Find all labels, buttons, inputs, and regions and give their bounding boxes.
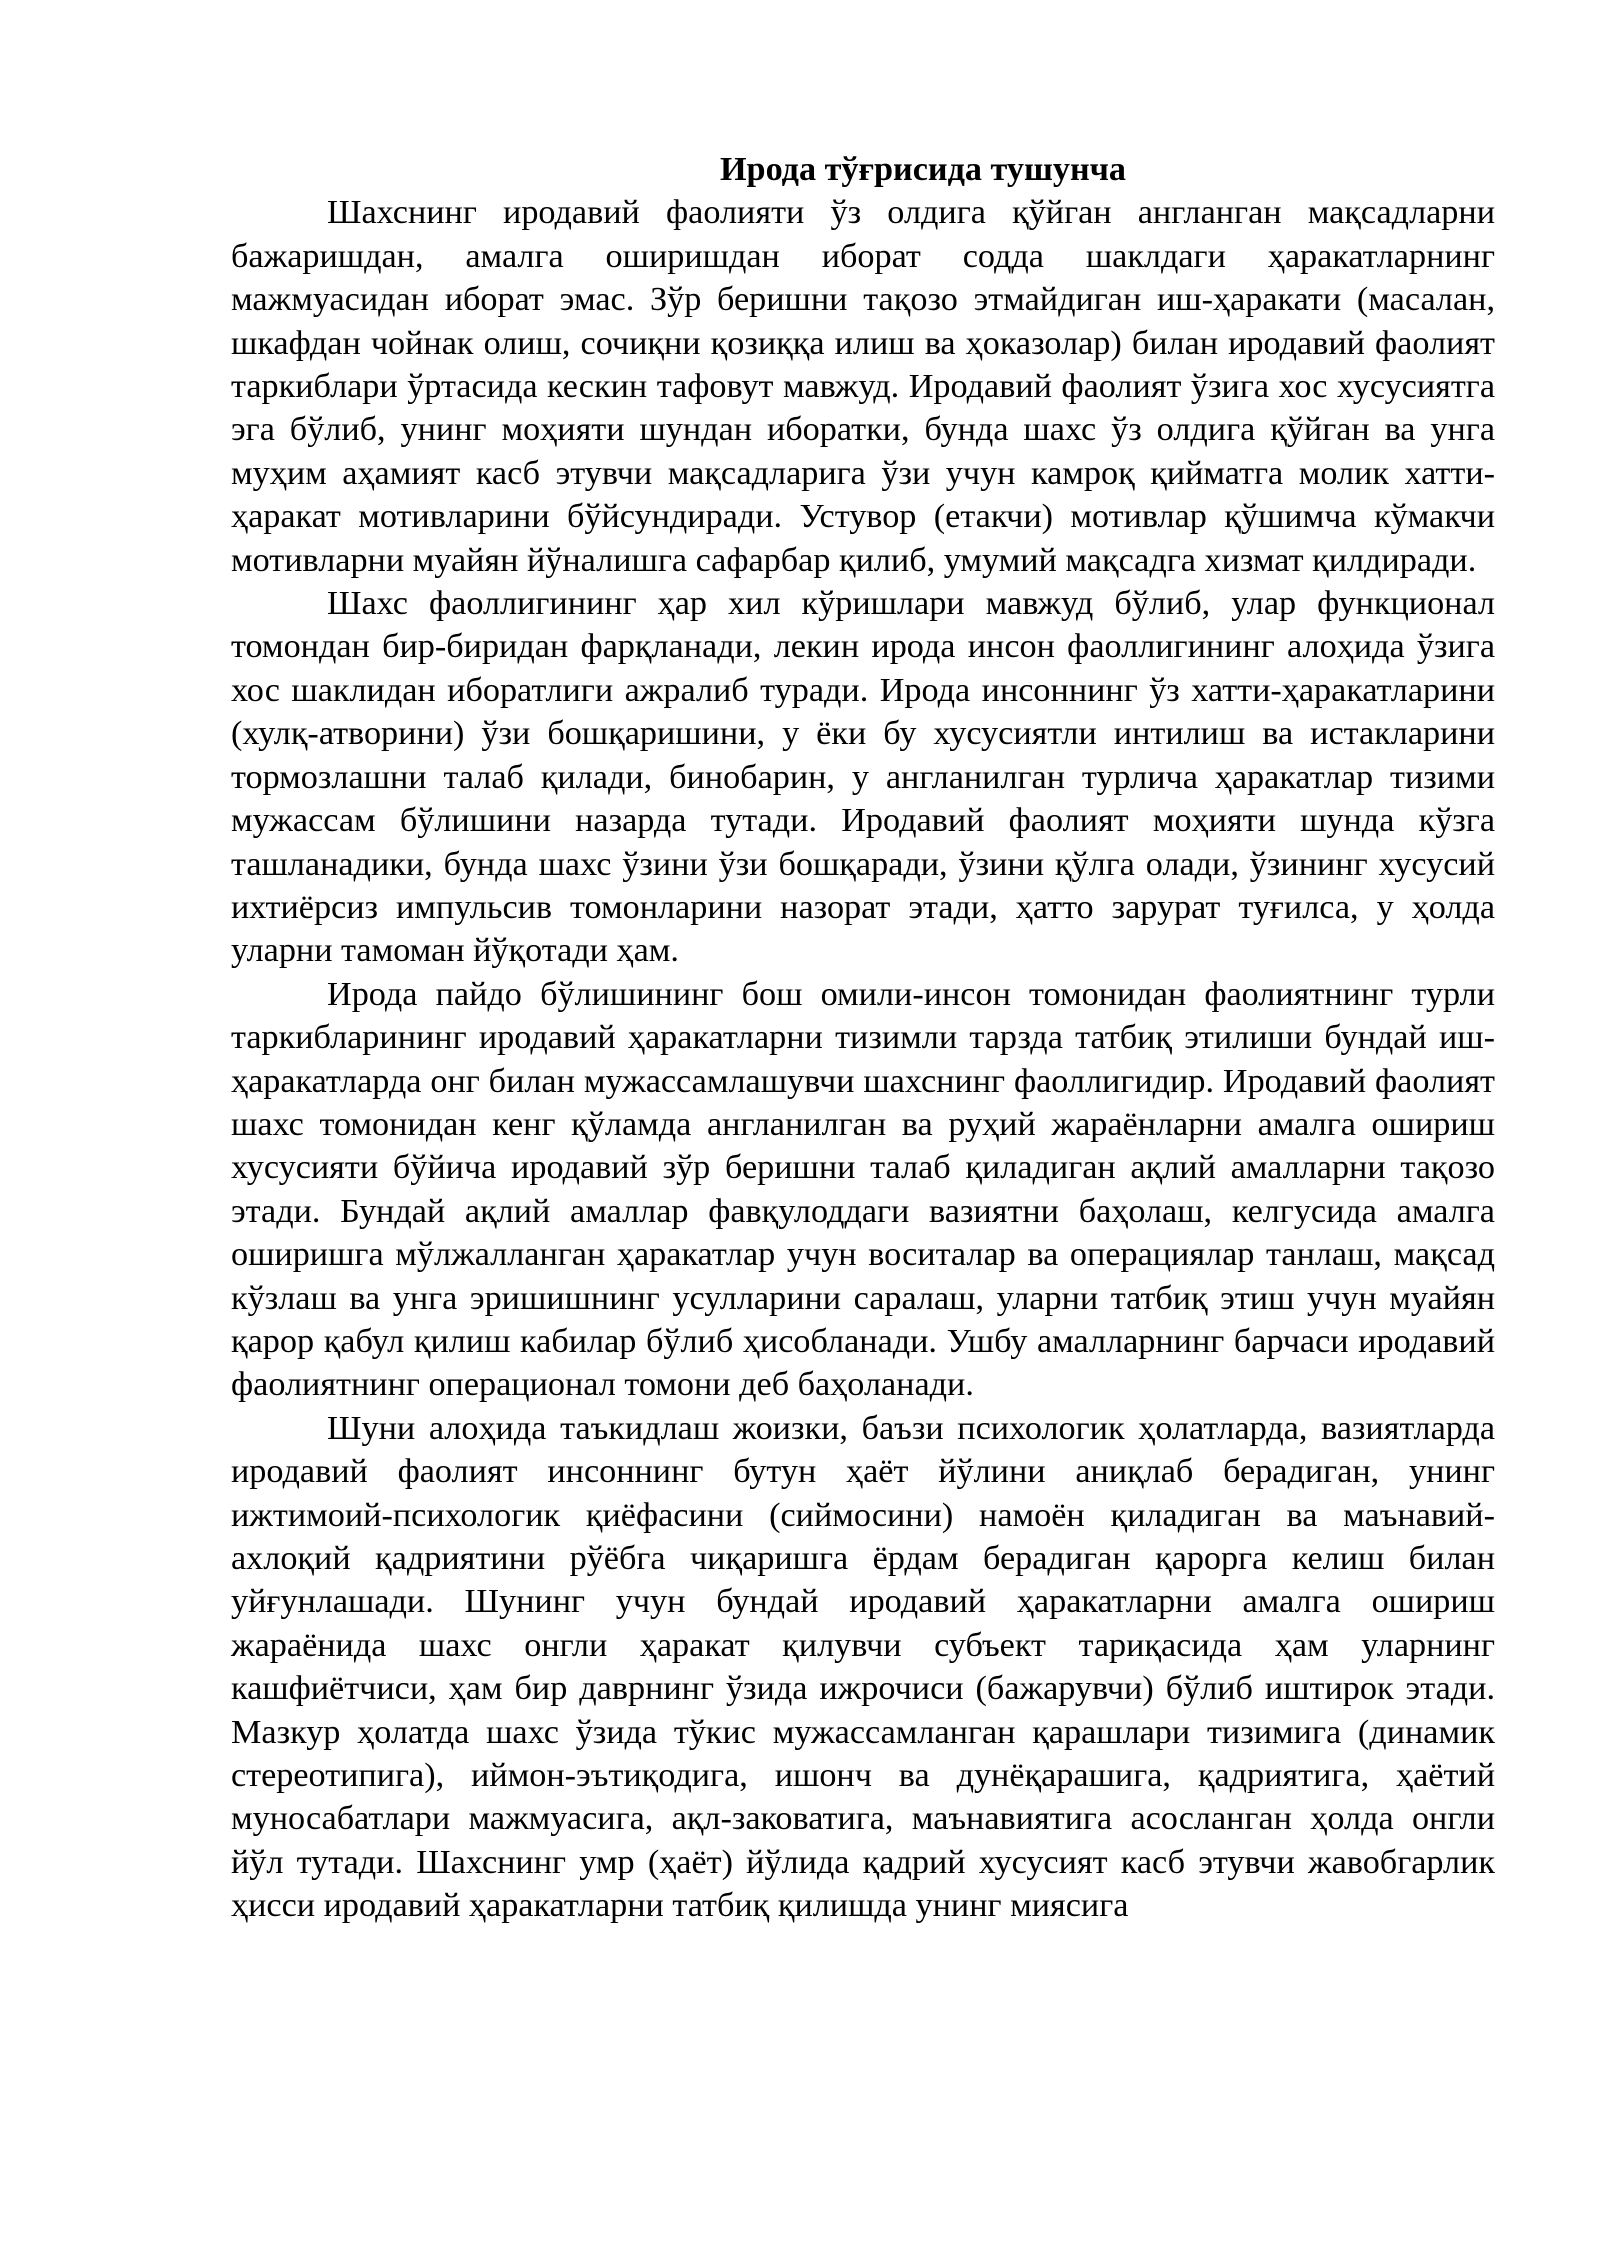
document-title: Ирода тўғрисида тушунча [719,151,1127,188]
document-page [231,148,1495,1928]
paragraph-4: Шуни алоҳида таъкидлаш жоизки, баъзи психологик ҳолатларда, вазиятларда иродавий фаолият инсоннинг бутун ҳаёт йўлини аниқлаб берадиган, унинг ижтимоий-психологик қиёфасини (сиймосини) намоён қиладиган ва маънавий-ахлоқий қадриятини рўёбга чиқаришга ёрдам берадиган қарорга келиш билан уйғунлашади. Шунинг учун бундай иродавий ҳаракатларни амалга ошириш жараёнида шахс онгли ҳаракат қилувчи субъект тариқасида ҳам уларнинг кашфиётчиси, ҳам бир даврнинг ўзида ижрочиси (бажарувчи) бўлиб иштирок этади. Мазкур ҳолатда шахс ўзида тўкис мужассамланган қарашлари тизимига (динамик стереотипига), иймон-эътиқодига, ишонч ва дунёқарашига, қадриятига, ҳаётий муносабатлари мажмуасига, ақл-заковатига, маънавиятига асосланган ҳолда онгли йўл тутади. Шахснинг умр (ҳаёт) йўлида қадрий хусусият касб этувчи жавобгарлик ҳисси иродавий ҳаракатларни татбиқ қилишда унинг миясига [231,1409,1495,1925]
paragraph-2: Шахс фаоллигининг ҳар хил кўришлари мавжуд бўлиб, улар функционал томондан бир-биридан фарқланади, лекин ирода инсон фаоллигининг алоҳида ўзига хос шаклидан иборатлиги ажралиб туради. Ирода инсоннинг ўз хатти-ҳаракатларини (хулқ-атворини) ўзи бошқаришини, у ёки бу хусусиятли интилиш ва истакларини тормозлашни талаб қилади, бинобарин, у англанилган турлича ҳаракатлар тизими мужассам бўлишини назарда тутади. Иродавий фаолият моҳияти шунда кўзга ташланадики, бунда шахс ўзини ўзи бошқаради, ўзини қўлга олади, ўзининг хусусий ихтиёрсиз импульсив томонларини назорат этади, ҳатто зарурат туғилса, у ҳолда уларни тамоман йўқотади ҳам. [231,585,1495,970]
paragraph-3: Ирода пайдо бўлишининг бош омили-инсон томонидан фаолиятнинг турли таркибларининг иродавий ҳаракатларни тизимли тарзда татбиқ этилиши бундай иш-ҳаракатларда онг билан мужассамлашувчи шахснинг фаоллигидир. Иродавий фаолият шахс томонидан кенг қўламда англанилган ва руҳий жараёнларни амалга ошириш хусусияти бўйича иродавий зўр беришни талаб қиладиган ақлий амалларни тақозо этади. Бундай ақлий амаллар фавқулоддаги вазиятни баҳолаш, келгусида амалга оширишга мўлжалланган ҳаракатлар учун воситалар ва операциялар танлаш, мақсад кўзлаш ва унга эришишнинг усулларини саралаш, уларни татбиқ этиш учун муайян қарор қабул қилиш кабилар бўлиб ҳисобланади. Ушбу амалларнинг барчаси иродавий фаолиятнинг операционал томони деб баҳоланади. [231,975,1495,1404]
paragraph-1: Шахснинг иродавий фаолияти ўз олдига қўйган англанган мақсадларни бажаришдан, амалга оширишдан иборат содда шаклдаги ҳаракатларнинг мажмуасидан иборат эмас. Зўр беришни тақозо этмайдиган иш-ҳаракати (масалан, шкафдан чойнак олиш, сочиқни қозиққа илиш ва ҳоказолар) билан иродавий фаолият таркиблари ўртасида кескин тафовут мавжуд. Иродавий фаолият ўзига хос хусусиятга эга бўлиб, унинг моҳияти шундан иборатки, бунда шахс ўз олдига қўйган ва унга муҳим аҳамият касб этувчи мақсадларига ўзи учун камроқ қийматга молик хатти-ҳаракат мотивларини бўйсундиради. Устувор (етакчи) мотивлар қўшимча кўмакчи мотивларни муайян йўналишга сафарбар қилиб, умумий мақсадга хизмат қилдиради. [231,194,1495,579]
